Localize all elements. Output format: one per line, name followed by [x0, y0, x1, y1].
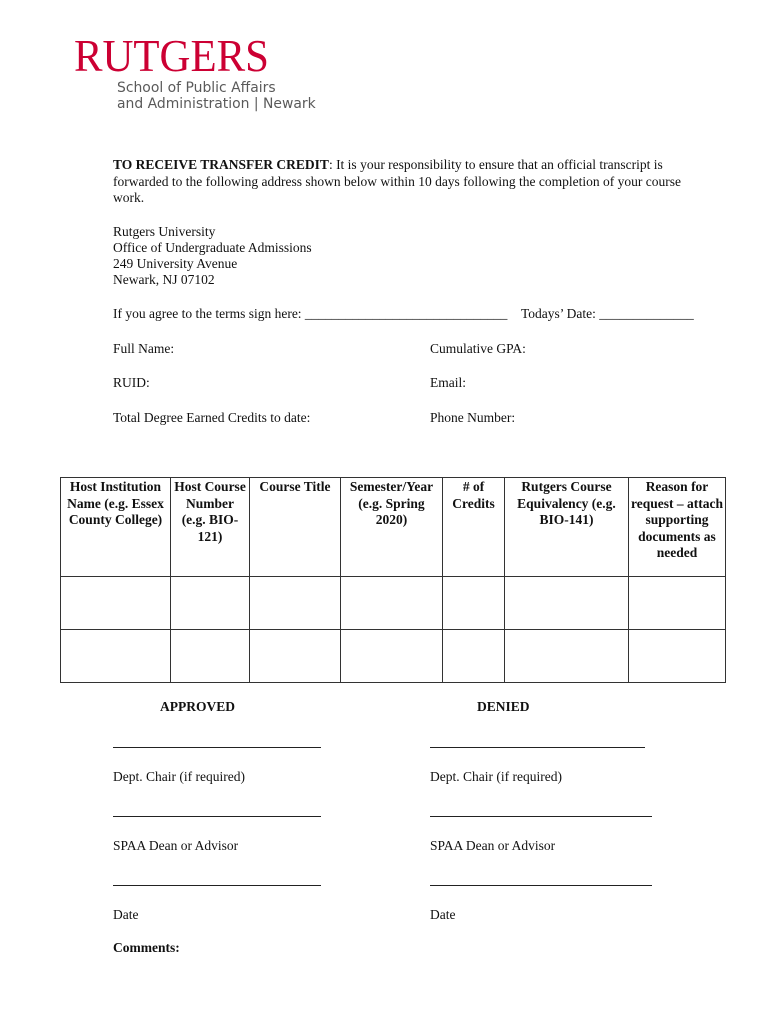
approved-date-line[interactable] [113, 885, 321, 886]
table-cell[interactable] [629, 630, 726, 683]
approved-chair-signature-line[interactable] [113, 747, 321, 748]
col-course-title: Course Title [250, 478, 341, 577]
table-cell[interactable] [505, 577, 629, 630]
col-semester-year: Semester/Year (e.g. Spring 2020) [341, 478, 443, 577]
todays-date-field[interactable]: Todays’ Date: ______________ [521, 306, 694, 321]
full-name-field[interactable]: Full Name: [113, 341, 175, 356]
table-cell[interactable] [61, 630, 171, 683]
intro-heading: TO RECEIVE TRANSFER CREDIT [113, 157, 329, 172]
intro-text-line1: : It is your responsibility to ensure that an official transcript is [328, 157, 663, 172]
col-rutgers-equivalency: Rutgers Course Equivalency (e.g. BIO-141) [505, 478, 629, 577]
denied-dean-label: SPAA Dean or Advisor [430, 838, 556, 853]
table-cell[interactable] [250, 630, 341, 683]
col-host-course-number: Host Course Number (e.g. BIO-121) [171, 478, 250, 577]
col-reason: Reason for request – attach supporting documents as needed [629, 478, 726, 577]
course-table [60, 477, 726, 683]
approved-dean-label: SPAA Dean or Advisor [113, 838, 239, 853]
email-field[interactable]: Email: [430, 375, 466, 390]
intro-paragraph [113, 157, 713, 207]
ruid-field[interactable]: RUID: [113, 375, 150, 390]
gpa-field[interactable]: Cumulative GPA: [430, 341, 526, 356]
school-name-line1: School of Public Affairs [117, 80, 276, 96]
signature-field[interactable]: If you agree to the terms sign here: ______________________________ [113, 306, 508, 321]
address-line: Office of Undergraduate Admissions [113, 240, 312, 255]
table-header-row [61, 478, 726, 577]
table-cell[interactable] [443, 577, 505, 630]
denied-dept-chair-label: Dept. Chair (if required) [430, 769, 562, 784]
approved-dept-chair-label: Dept. Chair (if required) [113, 769, 245, 784]
denied-date-label: Date [430, 907, 456, 922]
table-row [61, 577, 726, 630]
col-host-institution: Host Institution Name (e.g. Essex County College) [61, 478, 171, 577]
col-credits: # of Credits [443, 478, 505, 577]
denied-chair-signature-line[interactable] [430, 747, 645, 748]
comments-label: Comments: [113, 940, 180, 955]
table-cell[interactable] [341, 630, 443, 683]
table-cell[interactable] [250, 577, 341, 630]
table-cell[interactable] [443, 630, 505, 683]
denied-dean-signature-line[interactable] [430, 816, 652, 817]
table-cell[interactable] [629, 577, 726, 630]
table-cell[interactable] [171, 577, 250, 630]
intro-text-line2: forwarded to the following address shown below within 10 days following the completion of your course [113, 173, 682, 189]
address-line: Newark, NJ 07102 [113, 272, 215, 287]
approved-date-label: Date [113, 907, 139, 922]
rutgers-wordmark: RUTGERS [74, 30, 269, 81]
table-row [61, 630, 726, 683]
earned-credits-field[interactable]: Total Degree Earned Credits to date: [113, 410, 311, 425]
approved-dean-signature-line[interactable] [113, 816, 321, 817]
phone-field[interactable]: Phone Number: [430, 410, 516, 425]
approved-heading: APPROVED [160, 699, 235, 714]
denied-heading: DENIED [477, 699, 530, 714]
denied-date-line[interactable] [430, 885, 652, 886]
table-cell[interactable] [171, 630, 250, 683]
table-cell[interactable] [505, 630, 629, 683]
address-line: 249 University Avenue [113, 256, 238, 271]
table-cell[interactable] [61, 577, 171, 630]
school-name-line2: and Administration | Newark [117, 96, 316, 112]
intro-text-line3: work. [113, 190, 145, 205]
table-cell[interactable] [341, 577, 443, 630]
address-line: Rutgers University [113, 224, 216, 239]
